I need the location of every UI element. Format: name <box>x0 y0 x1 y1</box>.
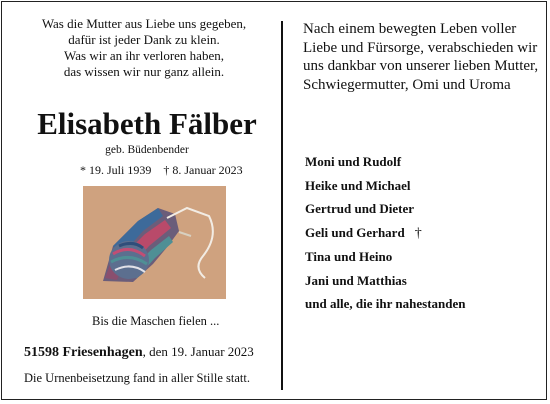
list-item: Moni und Rudolf <box>305 154 402 169</box>
life-dates <box>12 163 312 178</box>
list-item: Heike und Michael <box>305 177 411 193</box>
list-item: Geli und Gerhard † <box>305 224 422 241</box>
list-item: Gertrud und Dieter <box>305 201 415 216</box>
poem <box>22 16 266 80</box>
list-item: und alle, die ihr nahestanden <box>305 296 466 311</box>
poem-line: das wissen wir nur ganz allein. <box>63 64 225 79</box>
poem-line: Was wir an ihr verloren haben, <box>64 48 224 63</box>
column-divider <box>281 21 283 390</box>
cross-icon: † <box>414 225 422 241</box>
date-text: , den 19. Januar 2023 <box>142 344 254 359</box>
list-item: Tina und Heino <box>305 249 393 264</box>
poem-line: Was die Mutter aus Liebe uns gegeben, <box>41 16 247 31</box>
knitting-yarn-image <box>83 186 226 299</box>
death-date: † 8. Januar 2023 <box>163 163 243 177</box>
mourners-list <box>305 150 541 316</box>
image-caption: Bis die Maschen fielen ... <box>92 314 220 328</box>
town: 51598 Friesenhagen <box>24 345 143 360</box>
farewell-text: Nach einem bewegten Leben voller Liebe und Fürsorge, verabschieden wir uns dankbar von unserer lieben Mutter, Schwiegermutter, Omi und Uroma <box>303 21 539 93</box>
list-item: Jani und Matthias <box>305 272 407 288</box>
poem-line: dafür ist jeder Dank zu klein. <box>68 32 220 47</box>
knitting-yarn-icon <box>83 186 226 299</box>
birth-date: * 19. Juli 1939 <box>80 163 152 177</box>
obituary-card <box>1 1 547 400</box>
deceased-name: Elisabeth Fälber <box>37 106 257 141</box>
burial-notice: Die Urnenbeisetzung fand in aller Stille statt. <box>24 371 250 385</box>
maiden-name: geb. Büdenbender <box>105 144 189 156</box>
place-date <box>24 344 254 361</box>
